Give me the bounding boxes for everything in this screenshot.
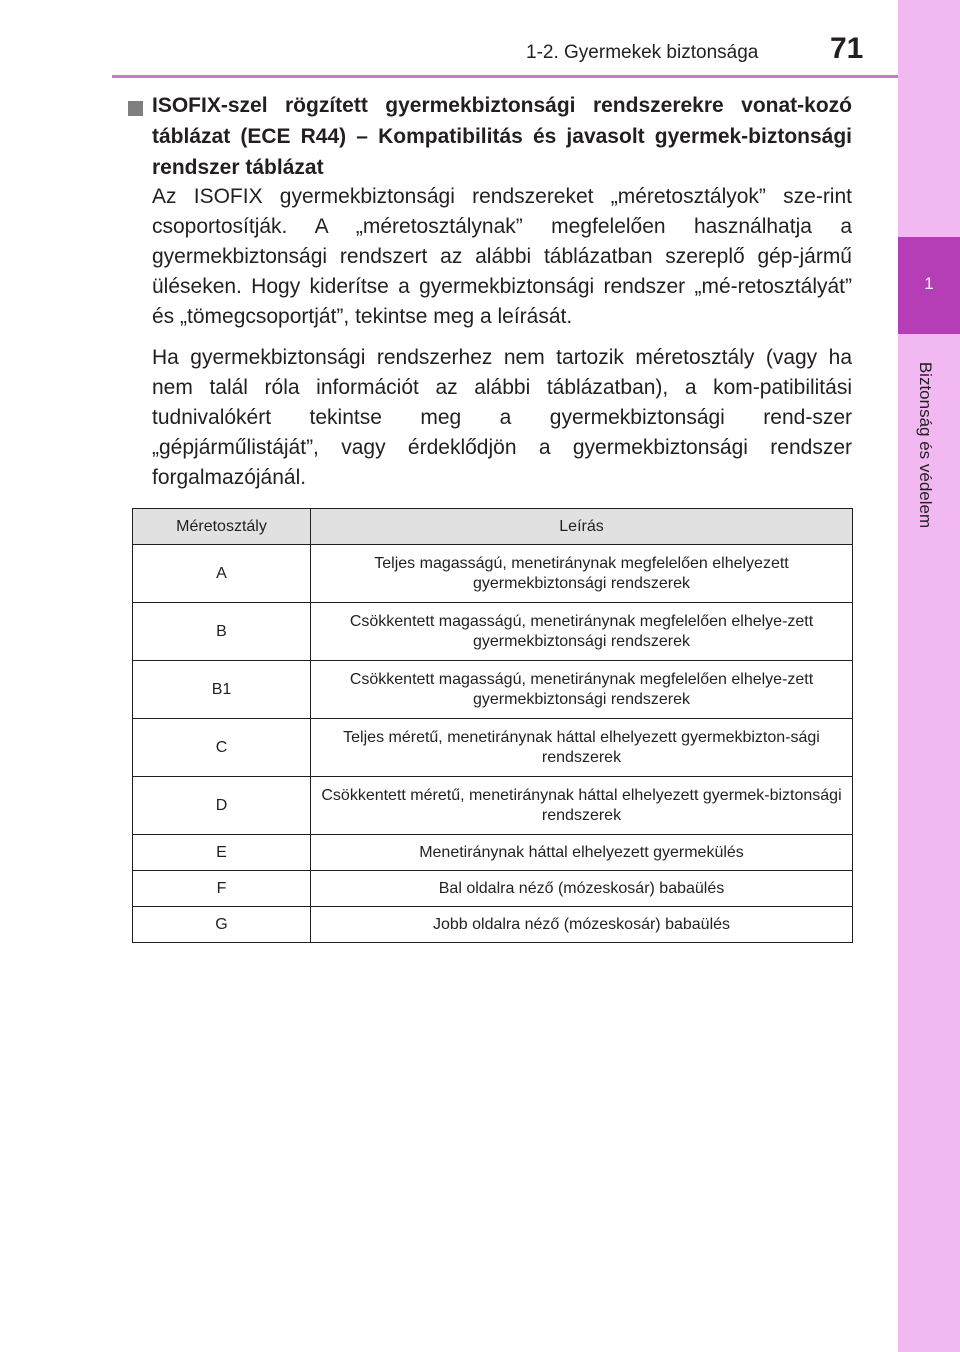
- paragraph-size-class: Az ISOFIX gyermekbiztonsági rendszereket „méretosztályok” sze-rint csoportosítják. A „méretosztálynak” megfelelően használhatja a gyermekbiztonsági rendszert az alábbi táblázatban szereplő gép-jármű üléseken. Hogy kiderítse a gyermekbiztonsági rendszer „mé-retosztályát” és „tömegcsoportját”, tekintse meg a leírását.: [152, 185, 852, 328]
- table-row: [133, 719, 853, 777]
- description-cell: Csökkentett magasságú, menetiránynak megfelelően elhelye-zett gyermekbiztonsági rendszerek: [311, 603, 853, 661]
- size-class-cell: D: [133, 777, 311, 835]
- heading-square-icon: [128, 101, 143, 116]
- size-class-cell: B1: [133, 661, 311, 719]
- description-cell: Menetiránynak háttal elhelyezett gyermekülés: [311, 835, 853, 871]
- table-row: [133, 777, 853, 835]
- section-title: 1-2. Gyermekek biztonsága: [526, 42, 759, 63]
- table-row: [133, 545, 853, 603]
- section-heading: ISOFIX-szel rögzített gyermekbiztonsági rendszerekre vonat-kozó táblázat (ECE R44) – Kompatibilitás és javasolt gyermek-biztonsági rendszer táblázat: [152, 94, 852, 179]
- size-class-cell: C: [133, 719, 311, 777]
- size-class-cell: A: [133, 545, 311, 603]
- table-row: [133, 661, 853, 719]
- table-row: [133, 835, 853, 871]
- description-cell: Bal oldalra néző (mózeskosár) babaülés: [311, 871, 853, 907]
- table-row: [133, 871, 853, 907]
- chapter-number: 1: [924, 274, 934, 293]
- table-row: [133, 603, 853, 661]
- table-header-row: [133, 509, 853, 545]
- table-row: [133, 907, 853, 943]
- page-number: 71: [830, 32, 864, 65]
- description-cell: Csökkentett méretű, menetiránynak háttal elhelyezett gyermek-biztonsági rendszerek: [311, 777, 853, 835]
- description-cell: Csökkentett magasságú, menetiránynak megfelelően elhelye-zett gyermekbiztonsági rendszerek: [311, 661, 853, 719]
- description-cell: Jobb oldalra néző (mózeskosár) babaülés: [311, 907, 853, 943]
- header-divider: [112, 75, 898, 78]
- table-header-size-class: Méretosztály: [133, 509, 311, 545]
- size-class-cell: B: [133, 603, 311, 661]
- table-header-description: Leírás: [311, 509, 853, 545]
- size-class-cell: G: [133, 907, 311, 943]
- size-class-cell: E: [133, 835, 311, 871]
- chapter-side-tab: [898, 0, 960, 1352]
- size-class-table: [132, 508, 853, 943]
- chapter-label: Biztonság és védelem: [916, 361, 935, 529]
- paragraph-no-size-class: Ha gyermekbiztonsági rendszerhez nem tartozik méretosztály (vagy ha nem talál róla információt az alábbi táblázatban), a kom-patibilitási tudnivalókért tekintse meg a gyermekbiztonsági rend-szer „gépjárműlistáját”, vagy érdeklődjön a gyermekbiztonsági rendszer forgalmazójánál.: [152, 346, 852, 489]
- description-cell: Teljes magasságú, menetiránynak megfelelően elhelyezett gyermekbiztonsági rendszerek: [311, 545, 853, 603]
- description-cell: Teljes méretű, menetiránynak háttal elhelyezett gyermekbizton-sági rendszerek: [311, 719, 853, 777]
- size-class-cell: F: [133, 871, 311, 907]
